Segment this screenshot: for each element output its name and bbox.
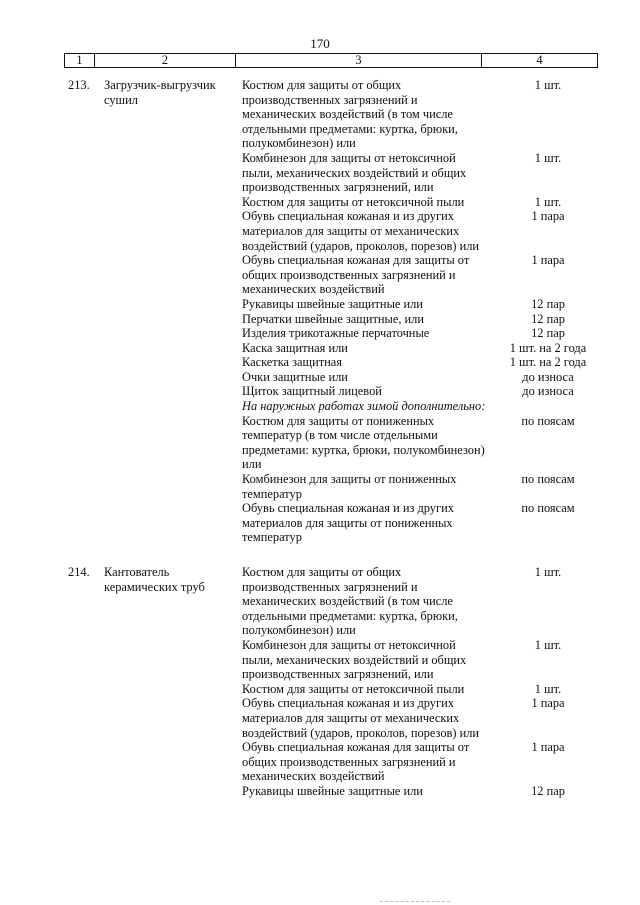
header-col-1: 1 [65, 54, 95, 67]
equipment-item [242, 326, 598, 341]
equipment-quantity: 12 пар [531, 296, 565, 311]
equipment-item [242, 399, 598, 414]
equipment-name: Костюм для защиты от нетоксичной пыли [242, 194, 465, 209]
equipment-item [242, 784, 598, 799]
equipment-name: Перчатки швейные защитные, или [242, 311, 424, 326]
equipment-name: Костюм для защиты от общих производственных загрязнений и механических воздействий (в том числе отдельными предметами: куртка, брюки, полукомбинезон) или [242, 78, 458, 151]
equipment-item [242, 253, 598, 297]
equipment-name: Комбинезон для защиты от нетоксичной пыли, механических воздействий и общих производственных загрязнений, или [242, 637, 467, 682]
equipment-item [242, 565, 598, 638]
equipment-name: Обувь специальная кожаная и из других материалов для защиты от механических воздействий (ударов, проколов, порезов) или [242, 696, 480, 740]
equipment-item [242, 341, 598, 356]
equipment-quantity: 1 шт. [534, 565, 562, 579]
equipment-item [242, 740, 598, 784]
table-header [64, 53, 598, 68]
equipment-quantity: 1 шт. на 2 года [509, 340, 587, 355]
equipment-quantity: до износа [522, 384, 574, 399]
header-col-2: 2 [95, 54, 236, 67]
equipment-item [242, 78, 598, 151]
row-number: 213. [68, 78, 90, 92]
header-col-4: 4 [536, 53, 543, 67]
equipment-quantity: до износа [522, 369, 574, 384]
equipment-quantity: 1 шт. [534, 150, 562, 165]
header-col-3: 3 [236, 54, 482, 67]
equipment-name: На наружных работах зимой дополнительно: [242, 399, 486, 414]
equipment-name: Комбинезон для защиты от пониженных температур [242, 472, 457, 501]
equipment-quantity: 1 пара [531, 696, 565, 711]
equipment-name: Обувь специальная кожаная для защиты от общих производственных загрязнений и механических воздействий [242, 253, 470, 297]
row-number: 214. [68, 565, 90, 579]
equipment-item [242, 696, 598, 740]
equipment-name: Костюм для защиты от пониженных температур (в том числе отдельными предметами: куртка, брюки, полукомбинезон) или [242, 413, 485, 472]
equipment-name: Каска защитная или [242, 340, 348, 355]
equipment-quantity: 12 пар [531, 311, 565, 326]
equipment-quantity: 1 шт. [534, 681, 562, 696]
equipment-item [242, 472, 598, 501]
equipment-quantity: 1 пара [531, 740, 565, 755]
equipment-item [242, 501, 598, 545]
equipment-item [242, 370, 598, 385]
equipment-item [242, 312, 598, 327]
equipment-list [242, 565, 598, 799]
equipment-name: Обувь специальная кожаная и из других материалов для защиты от механических воздействий (ударов, проколов, порезов) или [242, 209, 480, 253]
equipment-item [242, 638, 598, 682]
equipment-quantity: по поясам [521, 472, 575, 487]
equipment-item [242, 209, 598, 253]
equipment-item [242, 195, 598, 210]
equipment-quantity: 1 шт. на 2 года [509, 355, 587, 370]
equipment-item [242, 151, 598, 195]
equipment-name: Обувь специальная кожаная и из других материалов для защиты от пониженных температур [242, 501, 454, 545]
equipment-item [242, 384, 598, 399]
equipment-item [242, 297, 598, 312]
table-row [64, 78, 598, 545]
equipment-quantity: 1 шт. [534, 194, 562, 209]
equipment-item [242, 414, 598, 472]
equipment-name: Рукавицы швейные защитные или [242, 783, 423, 798]
equipment-quantity: 1 пара [531, 253, 565, 268]
equipment-name: Рукавицы швейные защитные или [242, 296, 423, 311]
equipment-name: Очки защитные или [242, 369, 348, 384]
equipment-name: Изделия трикотажные перчаточные [242, 326, 430, 341]
table-body [64, 78, 598, 819]
equipment-name: Обувь специальная кожаная для защиты от общих производственных загрязнений и механических воздействий [242, 740, 470, 784]
equipment-name: Костюм для защиты от общих производственных загрязнений и механических воздействий (в том числе отдельными предметами: куртка, брюки, полукомбинезон) или [242, 565, 458, 638]
equipment-quantity: 12 пар [531, 783, 565, 798]
equipment-quantity: 12 пар [531, 326, 565, 341]
profession-name: Кантователь керамических труб [104, 565, 205, 594]
scan-artifact [380, 901, 450, 903]
profession-name: Загрузчик-выгрузчик сушил [104, 78, 216, 107]
page-number: 170 [310, 36, 330, 51]
equipment-list [242, 78, 598, 545]
equipment-quantity: по поясам [521, 413, 575, 428]
equipment-quantity: 1 шт. [534, 78, 562, 92]
equipment-quantity: по поясам [521, 501, 575, 516]
equipment-item [242, 682, 598, 697]
table-row [64, 565, 598, 799]
equipment-quantity: 1 пара [531, 209, 565, 224]
equipment-quantity: 1 шт. [534, 637, 562, 652]
equipment-name: Комбинезон для защиты от нетоксичной пыли, механических воздействий и общих производственных загрязнений, или [242, 150, 467, 195]
equipment-item [242, 355, 598, 370]
equipment-name: Костюм для защиты от нетоксичной пыли [242, 681, 465, 696]
equipment-name: Каскетка защитная [242, 355, 342, 370]
equipment-name: Щиток защитный лицевой [242, 384, 382, 399]
equipment-quantity [488, 399, 598, 414]
